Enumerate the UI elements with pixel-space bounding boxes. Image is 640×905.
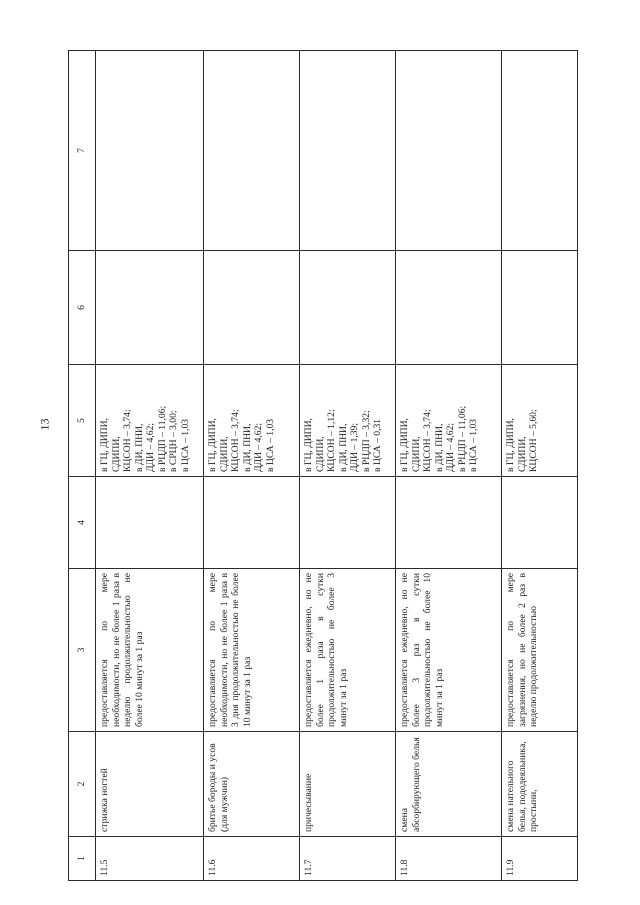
table-row — [300, 51, 396, 881]
col7-cell — [96, 51, 204, 251]
col6-cell — [396, 251, 502, 365]
norm-line: СДИПИ, — [516, 436, 528, 472]
col6-cell — [96, 251, 204, 365]
col7-cell — [396, 51, 502, 251]
service-name: причесывание — [300, 732, 396, 837]
col6-cell — [300, 251, 396, 365]
service-name: стрижка ногтей — [96, 732, 204, 837]
col7-cell — [204, 51, 300, 251]
norm-line: в ГЦ, ДИПИ, — [303, 418, 314, 472]
norm-line: КЦСОН – 3,74; — [122, 409, 133, 472]
norm-line: ДДИ – 4,62; — [145, 422, 156, 472]
norm-line: в СРЦН – 3,00; — [168, 410, 179, 472]
service-frequency: предоставляется ежедневно, но не более 3 раз в сутки продолжительностью не более 10 минут за 1 раз — [396, 569, 502, 732]
norm-line: в РЦДП – 11,06; — [156, 405, 168, 472]
norm-line: в РЦДП – 11,06; — [456, 405, 468, 472]
rotated-table-container — [68, 51, 578, 881]
norm-line: КЦСОН – 3,74; — [422, 409, 433, 472]
norm-line: ДДИ – 1,39; — [349, 422, 360, 472]
col4-cell — [396, 477, 502, 569]
col7-cell — [502, 51, 578, 251]
norms-cell — [396, 365, 502, 477]
header-col-7: 7 — [69, 51, 96, 251]
norm-line: в ДИ, ПНИ, — [133, 423, 145, 472]
col4-cell — [96, 477, 204, 569]
col4-cell — [300, 477, 396, 569]
norm-line: в ЦСА – 1,03 — [264, 418, 276, 472]
norm-line: в ДИ, ПНИ, — [337, 423, 349, 472]
norm-line: в РЦДП – 3,32; — [360, 410, 372, 472]
service-name: смена абсорбирующего белья — [396, 732, 502, 837]
norms-cell — [96, 365, 204, 477]
col4-cell — [502, 477, 578, 569]
norm-line: в ГЦ, ДИПИ, — [99, 418, 110, 472]
header-col-6: 6 — [69, 251, 96, 365]
header-col-2: 2 — [69, 732, 96, 837]
col6-cell — [204, 251, 300, 365]
page-number: 13 — [37, 418, 52, 431]
header-row — [69, 51, 96, 881]
norm-line: СДИПИ, — [218, 436, 230, 472]
norm-line: КЦСОН – 5,60; — [528, 409, 539, 472]
header-col-3: 3 — [69, 569, 96, 732]
service-frequency: предоставляется по мере загрязнения, но не более 2 раз в неделю продолжительностью — [502, 569, 578, 732]
row-number: 11.8 — [396, 837, 502, 881]
norm-line: в ДИ, ПНИ, — [433, 423, 445, 472]
table-row — [96, 51, 204, 881]
norm-line: КЦСОН – 1,12; — [326, 409, 337, 472]
norm-line: в ЦСА – 1,03 — [179, 418, 191, 472]
service-frequency: предоставляется по мере необходимости, но не более 1 раза в 3 дня продолжительностью не более 10 минут за 1 раз — [204, 569, 300, 732]
norm-line: в ГЦ, ДИПИ, — [207, 418, 218, 472]
service-name: бритье бороды и усов (для мужчин) — [204, 732, 300, 837]
norm-line: ДДИ – 4,62; — [445, 422, 456, 472]
table-row — [396, 51, 502, 881]
table-row — [204, 51, 300, 881]
service-frequency: предоставляется ежедневно, но не более 1 раза в сутки продолжительностью не более 3 минут за 1 раз — [300, 569, 396, 732]
row-number: 11.9 — [502, 837, 578, 881]
norms-cell — [204, 365, 300, 477]
norm-line: в ГЦ, ДИПИ, — [399, 418, 410, 472]
col6-cell — [502, 251, 578, 365]
col7-cell — [300, 51, 396, 251]
norm-line: СДИПИ, — [314, 436, 326, 472]
norm-line: СДИПИ, — [110, 436, 122, 472]
norm-line: КЦСОН – 3,74; — [230, 409, 241, 472]
norm-line: в ЦСА – 1,03 — [468, 418, 479, 472]
table-row — [502, 51, 578, 881]
row-number: 11.6 — [204, 837, 300, 881]
row-number: 11.5 — [96, 837, 204, 881]
services-table — [68, 50, 578, 881]
service-name: смена нательного белья, пододеяльника, простыни, — [502, 732, 578, 837]
header-col-1: 1 — [69, 837, 96, 881]
header-col-4: 4 — [69, 477, 96, 569]
norm-line: в ЦСА – 0,31 — [372, 418, 383, 472]
norm-line: СДИПИ, — [410, 436, 422, 472]
norms-cell — [300, 365, 396, 477]
header-col-5: 5 — [69, 365, 96, 477]
norm-line: в ГЦ, ДИПИ, — [505, 418, 516, 472]
norms-cell — [502, 365, 578, 477]
row-number: 11.7 — [300, 837, 396, 881]
col4-cell — [204, 477, 300, 569]
norm-line: в ДИ, ПНИ, — [241, 423, 253, 472]
norm-line: ДДИ – 4,62; — [253, 422, 264, 472]
service-frequency: предоставляется по мере необходимости, но не более 1 раза в неделю продолжительностью не более 10 минут за 1 раз — [96, 569, 204, 732]
